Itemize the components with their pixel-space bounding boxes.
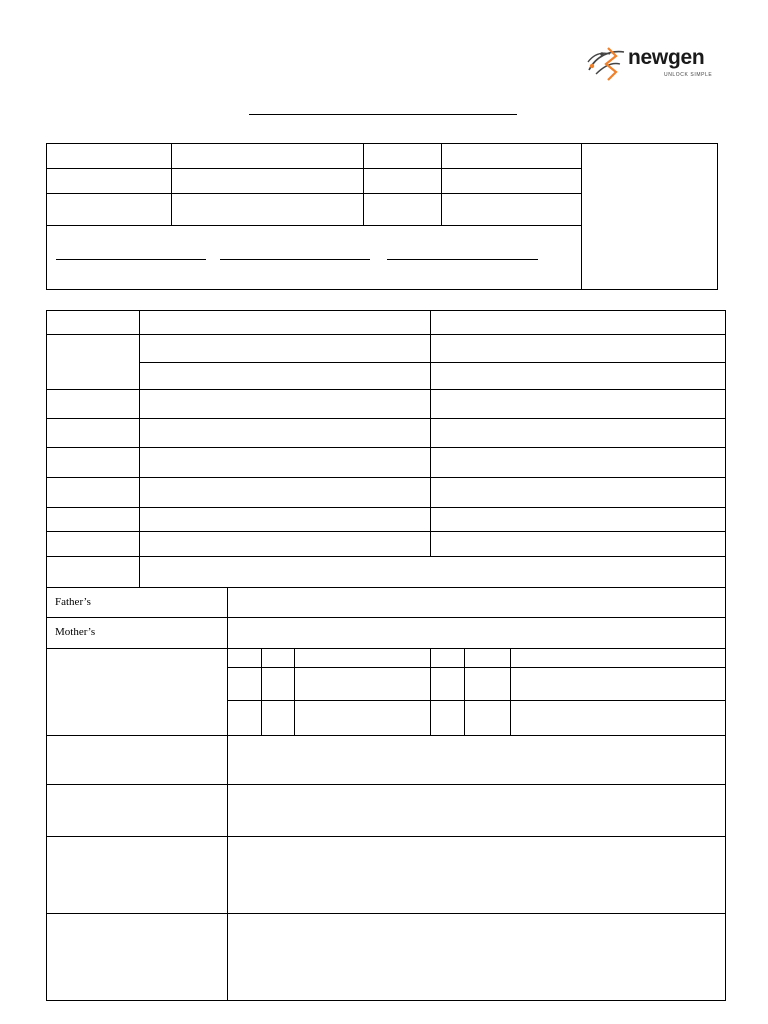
subgrid-col-line <box>510 648 511 735</box>
newgen-logo-icon <box>586 42 630 82</box>
signature-line-2[interactable] <box>220 259 370 260</box>
details-col-line <box>430 310 431 556</box>
details-row-line <box>46 587 726 588</box>
details-row-line <box>46 477 726 478</box>
details-row-line <box>46 334 726 335</box>
form-title-line <box>249 114 517 115</box>
details-col-line <box>227 587 228 1001</box>
signature-line-3[interactable] <box>387 259 538 260</box>
logo-wordmark: newgen <box>628 46 705 69</box>
details-row-line <box>46 735 726 736</box>
details-row-line <box>46 913 726 914</box>
subgrid-col-line <box>430 648 431 735</box>
details-col-line <box>139 310 140 587</box>
header-col-line-1 <box>171 143 172 225</box>
details-row-line <box>46 648 726 649</box>
details-row-line <box>46 531 726 532</box>
details-row-line <box>46 556 726 557</box>
logo-tagline: UNLOCK SIMPLE <box>664 72 713 78</box>
newgen-logo <box>586 42 721 82</box>
details-row-line <box>46 617 726 618</box>
photo-box-divider <box>581 143 582 290</box>
subgrid-col-line <box>464 648 465 735</box>
header-row-line-3 <box>46 225 581 226</box>
subgrid-col-line <box>294 648 295 735</box>
subgrid-row-line <box>227 667 726 668</box>
details-row-line <box>46 389 726 390</box>
details-row-line <box>46 418 726 419</box>
header-col-line-2 <box>363 143 364 225</box>
header-row-line-1 <box>46 168 581 169</box>
header-col-line-3 <box>441 143 442 225</box>
fathers-label: Father’s <box>55 596 91 608</box>
signature-line-1[interactable] <box>56 259 206 260</box>
subgrid-col-line <box>261 648 262 735</box>
details-row-line <box>46 836 726 837</box>
fathers-name-field[interactable] <box>229 589 725 616</box>
photo-box[interactable] <box>583 145 716 288</box>
subgrid-row-line <box>227 700 726 701</box>
details-row-line <box>140 362 726 363</box>
details-row-line <box>46 447 726 448</box>
details-row-line <box>46 784 726 785</box>
details-row-line <box>46 507 726 508</box>
header-row-line-2 <box>46 193 581 194</box>
mothers-label: Mother’s <box>55 626 96 638</box>
details-table <box>46 310 726 1001</box>
mothers-name-field[interactable] <box>229 619 725 647</box>
